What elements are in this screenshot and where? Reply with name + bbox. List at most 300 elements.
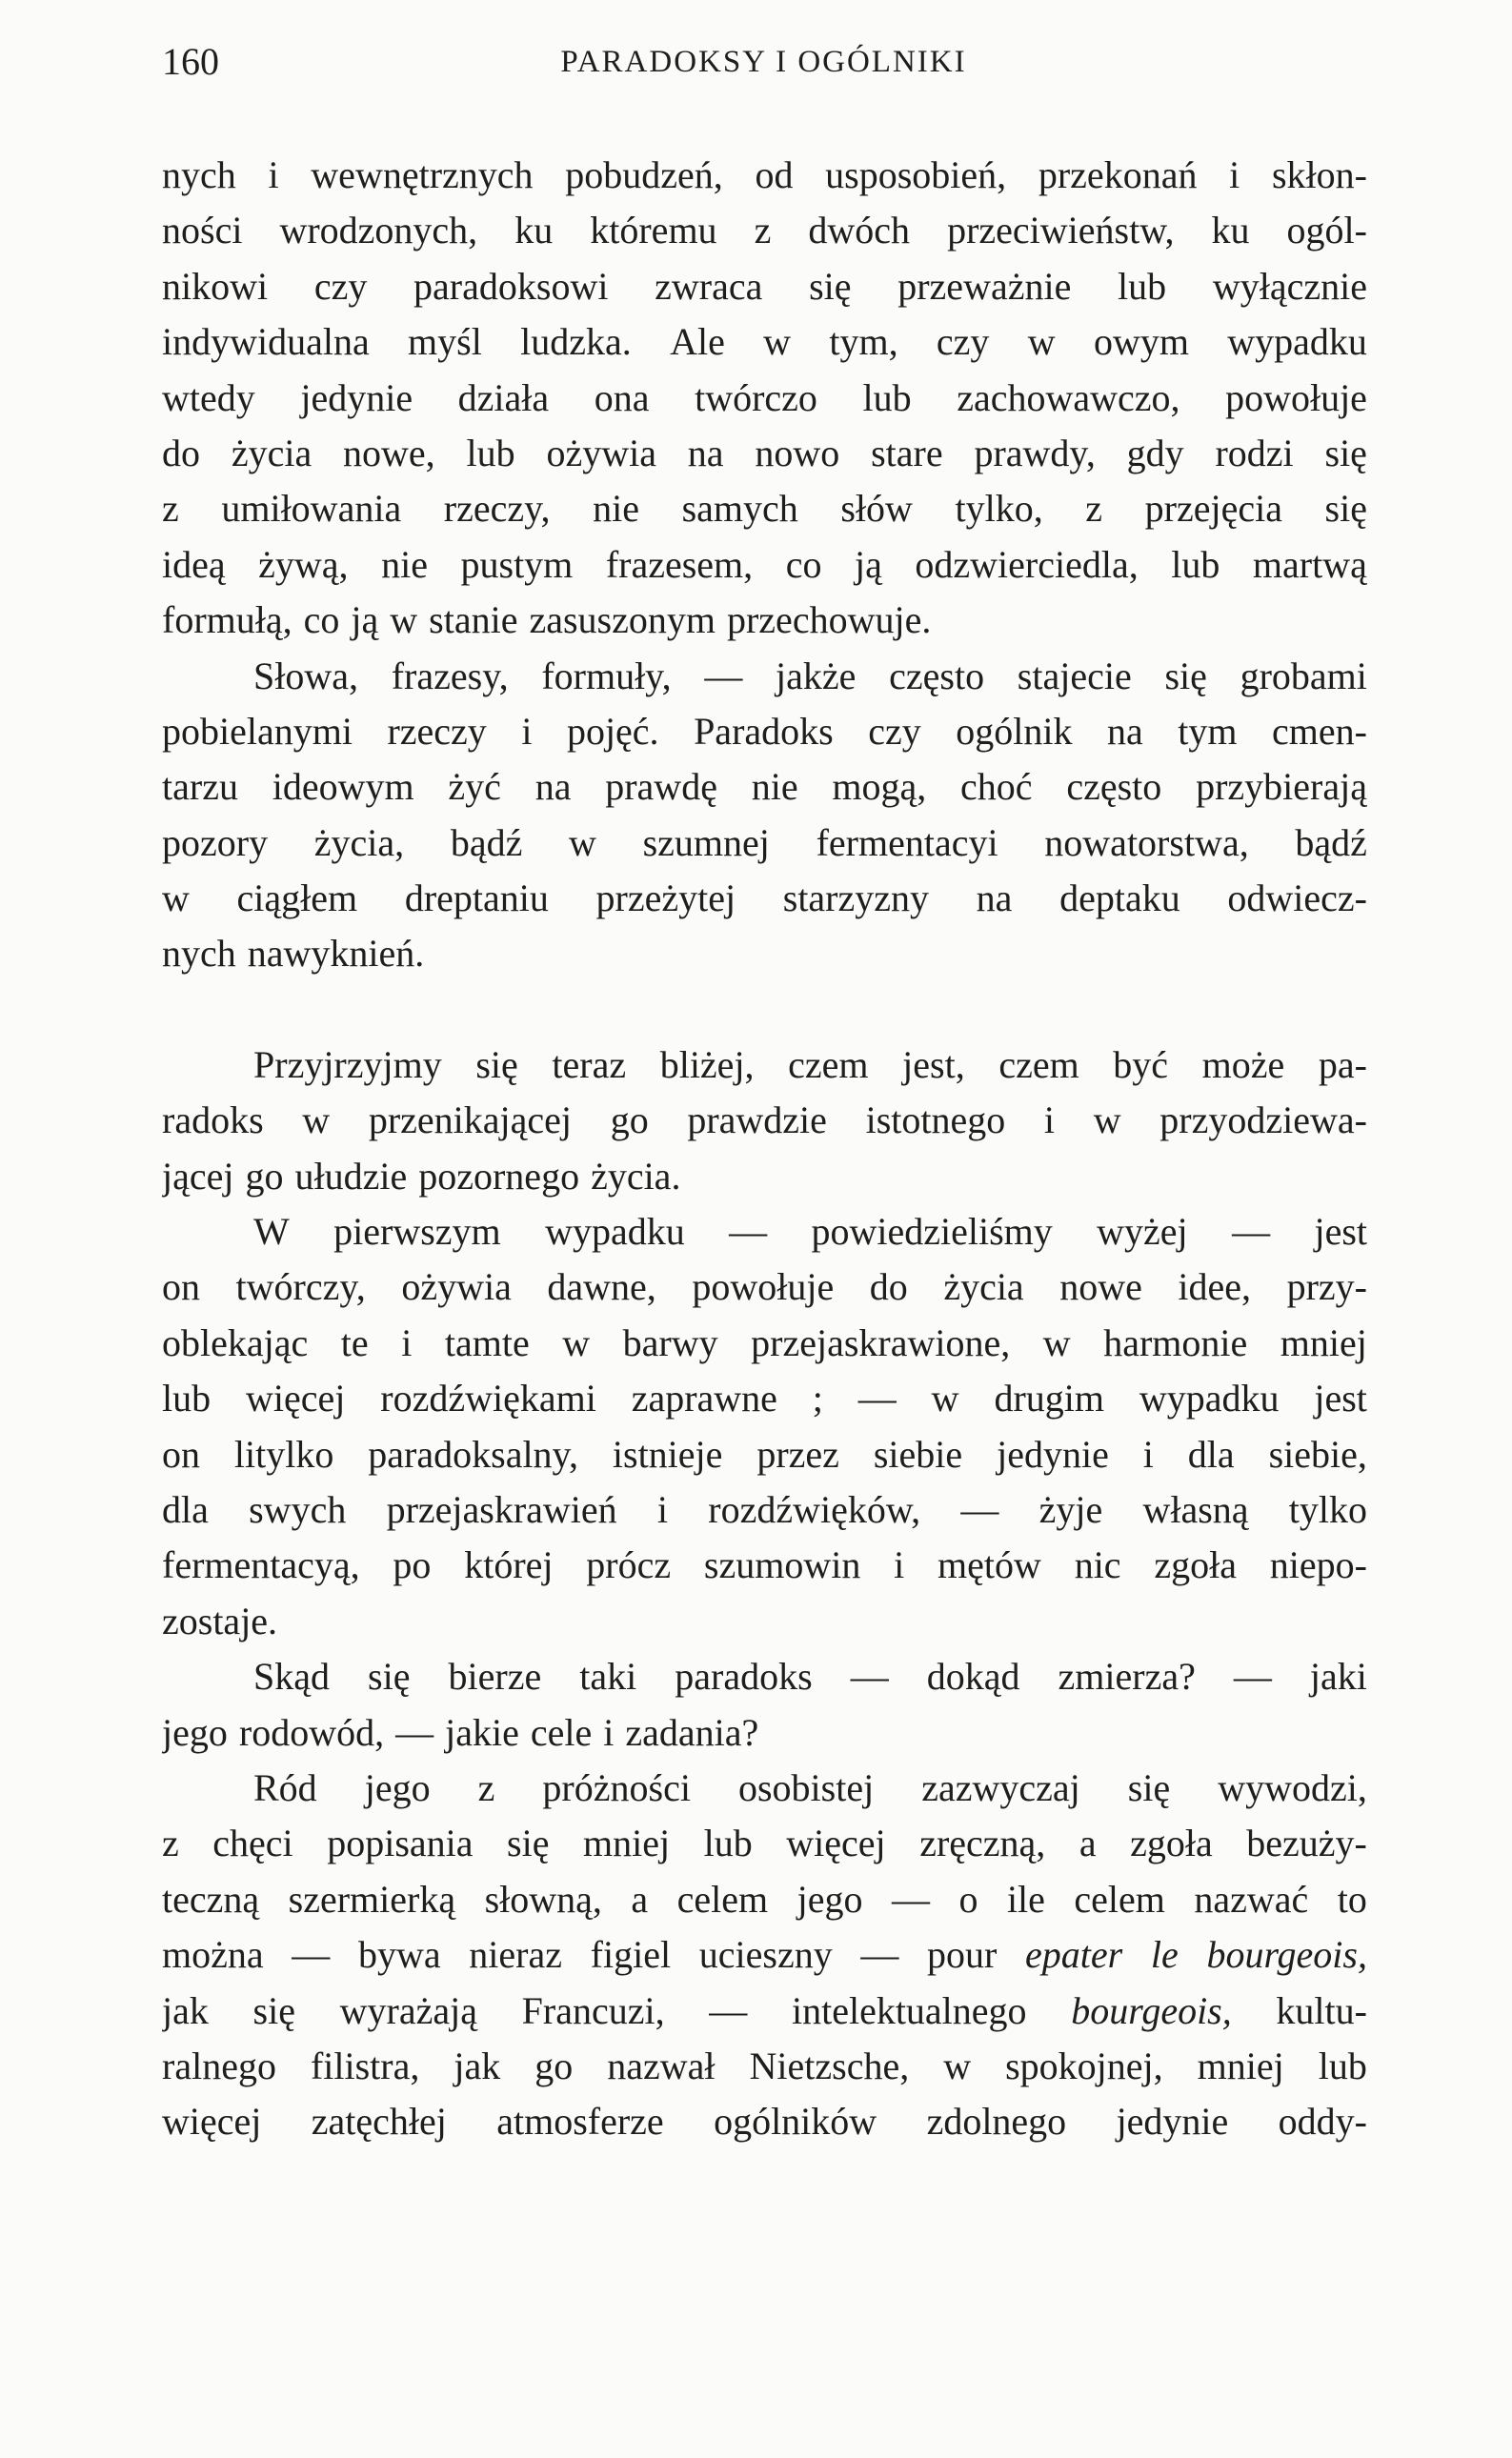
word: Nietzsche, [749,2044,910,2087]
word: radoks [162,1098,264,1142]
word: nic [1074,1543,1121,1587]
word: tamte [444,1320,530,1364]
word: popisania [327,1822,474,1865]
word: ożywia [401,1265,512,1309]
text-line [162,704,1367,759]
word: powiedzieliśmy [811,1210,1053,1254]
word: jakie [445,1710,519,1754]
word: lub [1171,542,1220,586]
word: przybierają [1196,765,1367,809]
word: w [569,820,596,864]
word: w [763,320,792,364]
word: rodzi [1215,431,1294,474]
word: drugim [994,1377,1104,1420]
word: W [253,1210,290,1254]
word: przejaskrawione, [751,1320,1011,1364]
text-line [162,148,1367,203]
word: w [1027,320,1056,364]
word: po [393,1543,432,1587]
word: jącej [162,1154,234,1198]
word: bliżej, [659,1042,755,1086]
word: deptaku [1059,876,1180,920]
word: fermentacyi [816,820,998,864]
text-line [162,1984,1367,2039]
text-line [162,649,1367,704]
word: mniej [1280,1320,1367,1364]
text-line [162,1538,1367,1593]
word: wypadku [545,1210,685,1254]
word: te [340,1320,369,1364]
word: jedynie [300,375,413,419]
word: mniej [583,1822,671,1865]
word: ucieszny [698,1933,833,1977]
text-line [162,259,1367,314]
word: nieraz [469,1933,562,1977]
word: on [162,1432,200,1476]
word: nazwał [607,2044,716,2087]
word: zgoła [1130,1822,1213,1865]
word: le [1150,1933,1179,1977]
word: co [785,542,822,586]
word: paradoksowi [413,264,609,308]
word: w [1042,1320,1071,1364]
word: idee, [1178,1265,1252,1309]
word: lub [862,375,912,419]
word: być [1113,1042,1169,1086]
word: z [754,209,772,252]
word: bądź [1295,820,1367,864]
word: zadania? [625,1710,759,1754]
running-head [162,36,1365,88]
word: w [931,1377,959,1420]
word: ciągłem [236,876,358,920]
word: w [390,598,418,642]
word: usposobień, [825,153,1007,196]
word: frazesem, [605,542,754,586]
word: taki [579,1655,637,1699]
word: wewnętrznych [311,153,534,196]
word: na [534,765,572,809]
word: ożywia [546,431,656,474]
word: w [1093,1098,1121,1142]
word: siebie, [1268,1432,1367,1476]
word: dokąd [926,1655,1020,1699]
word: nie [593,487,639,531]
text-line [162,1259,1367,1315]
body-text [162,148,1367,2150]
text-line [162,1927,1367,1983]
word: gdy [1126,431,1184,474]
word: życia [943,1265,1024,1309]
word: teraz [552,1042,627,1086]
word: swych [249,1487,347,1531]
word: przechowuje. [726,598,932,642]
word: bierze [448,1655,542,1699]
word: o [958,1877,978,1921]
word: pierwszym [333,1210,501,1254]
word: życia [231,431,312,474]
word: ; [812,1377,823,1420]
word: zasuszonym [529,598,716,642]
word: bourgeois, [1206,1933,1367,1977]
word: przeważnie [897,264,1072,308]
text-line [162,1093,1367,1148]
word: bourgeois, [1071,1988,1232,2032]
word: się [1127,1765,1171,1809]
word: zostaje. [162,1599,278,1642]
text-line [162,537,1367,593]
word: w [162,876,190,920]
word: ją [351,598,379,642]
word: nowatorstwa, [1044,820,1249,864]
word: osobistej [737,1765,875,1809]
text-line [162,1761,1367,1816]
word: Skąd [253,1655,330,1699]
word: dwóch [808,209,911,252]
word: Francuzi, [521,1988,665,2032]
word: co [303,598,340,642]
word: ogól- [1286,209,1367,252]
word: — [704,654,743,697]
word: nikowi [162,264,269,308]
word: pobudzeń, [565,153,723,196]
word: a [631,1877,649,1921]
word: — [891,1877,930,1921]
word: lub [466,431,515,474]
word: — [850,1655,889,1699]
word: przenikającej [368,1098,573,1142]
word: przeciwieństw, [947,209,1175,252]
word: mętów [937,1543,1041,1587]
word: szermierką [288,1877,456,1921]
word: siebie [873,1432,963,1476]
word: indywidualna [162,320,370,364]
word: ile [1006,1877,1045,1921]
word: z [1085,487,1103,531]
word: powołuje [692,1265,835,1309]
word: — [960,1487,999,1531]
word: nazwać [1194,1877,1309,1921]
word: Ród [253,1765,317,1809]
word: zmierza? [1058,1655,1196,1699]
word: nych [162,153,236,196]
word: szumnej [642,820,770,864]
word: figiel [590,1933,672,1977]
word: przejaskrawień [386,1487,617,1531]
word: Ale [670,320,725,364]
word: z [477,1765,495,1809]
word: owym [1093,320,1189,364]
word: pour [927,1933,998,1977]
word: i [894,1543,905,1587]
word: intelektualnego [791,1988,1027,2032]
word: i [521,709,533,753]
text-line [162,1371,1367,1426]
word: atmosferze [496,2100,664,2144]
word: żywą, [258,542,349,586]
word: zdolnego [926,2100,1067,2144]
word: bezuży- [1246,1822,1367,1865]
text-line [162,203,1367,258]
word: cele [530,1710,593,1754]
word: zaprawne [631,1377,777,1420]
text-line [162,593,1367,648]
text-line [162,1872,1367,1927]
word: ogólników [714,2100,877,2144]
word: oddy- [1278,2100,1367,2144]
word: celem [1074,1877,1165,1921]
word: frazesy, [391,654,509,697]
word: i [1043,1098,1056,1142]
word: fermentacyą, [162,1543,360,1587]
word: pobielanymi [162,709,353,753]
text-line [162,1038,1367,1093]
word: czy [868,709,921,753]
word: zręczną, [919,1822,1046,1865]
word: można [162,1933,264,1977]
word: — [395,1710,434,1754]
word: rzeczy, [443,487,551,531]
text-line [162,816,1367,871]
word: jego [162,1710,228,1754]
word: zachowawczo, [957,375,1180,419]
text-line [162,1816,1367,1871]
word: — [729,1210,768,1254]
word: stanie [429,598,518,642]
word: z [162,487,179,531]
word: nawyknień. [247,932,425,976]
word: choć [960,765,1033,809]
word: ogólnik [956,709,1073,753]
word: — [857,1377,897,1420]
text-line [162,1594,1367,1649]
word: wtedy [162,375,255,419]
word: jego [796,1877,863,1921]
word: umiłowania [221,487,402,531]
word: się [1164,654,1207,697]
text-line [162,1204,1367,1259]
word: słów [840,487,913,531]
word: na [976,876,1013,920]
text-line [162,1149,1367,1204]
word: w [302,1098,331,1142]
word: przyodziewa- [1159,1098,1367,1142]
word: go [610,1098,649,1142]
paragraph-gap [162,982,1367,1038]
word: nie [751,765,798,809]
text-line [162,1482,1367,1538]
word: myśl [408,320,482,364]
word: jedynie [1116,2100,1229,2144]
word: prawdy, [974,431,1096,474]
word: lub [1118,264,1167,308]
word: nowe [1059,1265,1142,1309]
word: się [1324,431,1367,474]
word: litylko [233,1432,334,1476]
word: Słowa, [253,654,358,697]
word: rodowód, [238,1710,385,1754]
word: tym [1178,709,1238,753]
word: martwą [1252,542,1367,586]
word: teczną [162,1877,260,1921]
word: lub [703,1822,753,1865]
word: nowe, [343,431,435,474]
word: czy [313,264,368,308]
word: wyłącznie [1212,264,1367,308]
text-line [162,1316,1367,1371]
word: do [162,431,200,474]
text-line [162,1705,1367,1761]
word: formuły, [541,654,672,697]
word: epater [1025,1933,1123,1977]
word: mniej [1197,2044,1284,2087]
word: istotnego [865,1098,1006,1142]
word: lub [1318,2044,1367,2087]
word: czem [998,1042,1079,1086]
word: to [1337,1877,1367,1921]
word: paradoksalny, [368,1432,578,1476]
word: Przyjrzyjmy [253,1042,442,1086]
word: ona [594,375,650,419]
word: barwy [622,1320,718,1364]
word: ideą [162,542,226,586]
word: której [464,1543,554,1587]
word: ludzka. [520,320,632,364]
word: paradoks [675,1655,813,1699]
word: bywa [357,1933,441,1977]
word: do [869,1265,908,1309]
word: grobami [1240,654,1367,697]
word: tylko, [955,487,1043,531]
word: często [889,654,985,697]
word: mogą, [832,765,927,809]
text-line [162,1649,1367,1704]
word: jaki [1309,1655,1367,1699]
word: przejęcia [1144,487,1282,531]
word: ideowym [272,765,414,809]
word: rzeczy [387,709,487,753]
word: przeżytej [595,876,736,920]
word: ułudzie [294,1154,408,1198]
word: pozornego [418,1154,580,1198]
word: wyżej [1097,1210,1188,1254]
word: zazwyczaj [921,1765,1080,1809]
word: dla [162,1487,209,1531]
word: się [475,1042,518,1086]
word: nie [381,542,428,586]
word: bądź [450,820,523,864]
word: i [656,1487,669,1531]
word: jest [1314,1210,1367,1254]
text-line [162,1427,1367,1482]
word: więcej [246,1377,346,1420]
word: Paradoks [694,709,834,753]
text-line [162,2039,1367,2094]
word: prócz [586,1543,672,1587]
word: rozdźwięków, [708,1487,921,1531]
page-number: 160 [162,40,219,83]
word: z [162,1822,179,1865]
word: często [1066,765,1162,809]
word: samych [681,487,798,531]
word: czy [936,320,990,364]
word: — [860,1933,899,1977]
text-line [162,871,1367,926]
word: przy- [1286,1265,1367,1309]
word: i [268,153,279,196]
word: żyć [448,765,501,809]
word: wypadku [1227,320,1367,364]
word: się [507,1822,550,1865]
word: stajecie [1017,654,1132,697]
word: własną [1142,1487,1249,1531]
word: — [292,1933,331,1977]
word: odwiecz- [1227,876,1367,920]
word: nych [162,932,236,976]
word: ku [514,209,554,252]
word: twórczy, [235,1265,366,1309]
word: się [252,1988,295,2032]
word: przez [756,1432,839,1476]
word: próżności [542,1765,691,1809]
word: więcej [786,1822,886,1865]
word: niepo- [1269,1543,1367,1587]
word: chęci [212,1822,293,1865]
word: słowną, [484,1877,602,1921]
word: jakże [776,654,857,697]
word: jak [454,2044,501,2087]
word: się [368,1655,411,1699]
word: i [1229,153,1240,196]
word: celem [676,1877,769,1921]
word: od [755,153,794,196]
text-line [162,2094,1367,2149]
word: się [1324,487,1367,531]
word: życia. [591,1154,681,1198]
word: jak [162,1988,209,2032]
word: jego [364,1765,431,1809]
text-line [162,759,1367,815]
word: tym, [829,320,898,364]
word: dla [1187,1432,1235,1476]
word: zgoła [1154,1543,1237,1587]
text-line [162,314,1367,370]
word: zwraca [655,264,763,308]
word: pojęć. [566,709,659,753]
word: przekonań [1038,153,1198,196]
word: istnieje [612,1432,723,1476]
word: wyrażają [339,1988,477,2032]
word: spokojnej, [1005,2044,1163,2087]
word: formułą, [162,598,292,642]
word: w [562,1320,591,1364]
word: ralnego [162,2044,276,2087]
word: rozdźwiękami [380,1377,596,1420]
text-line [162,426,1367,481]
word: wypadku [1139,1377,1280,1420]
word: jest, [902,1042,965,1086]
word: więcej [162,2100,262,2144]
word: tarzu [162,765,238,809]
word: prawdę [605,765,717,809]
word: tylko [1288,1487,1367,1531]
word: ności [162,209,243,252]
word: i [1142,1432,1154,1476]
text-line [162,371,1367,426]
word: prawdzie [687,1098,827,1142]
word: któremu [590,209,717,252]
word: filistra, [310,2044,420,2087]
